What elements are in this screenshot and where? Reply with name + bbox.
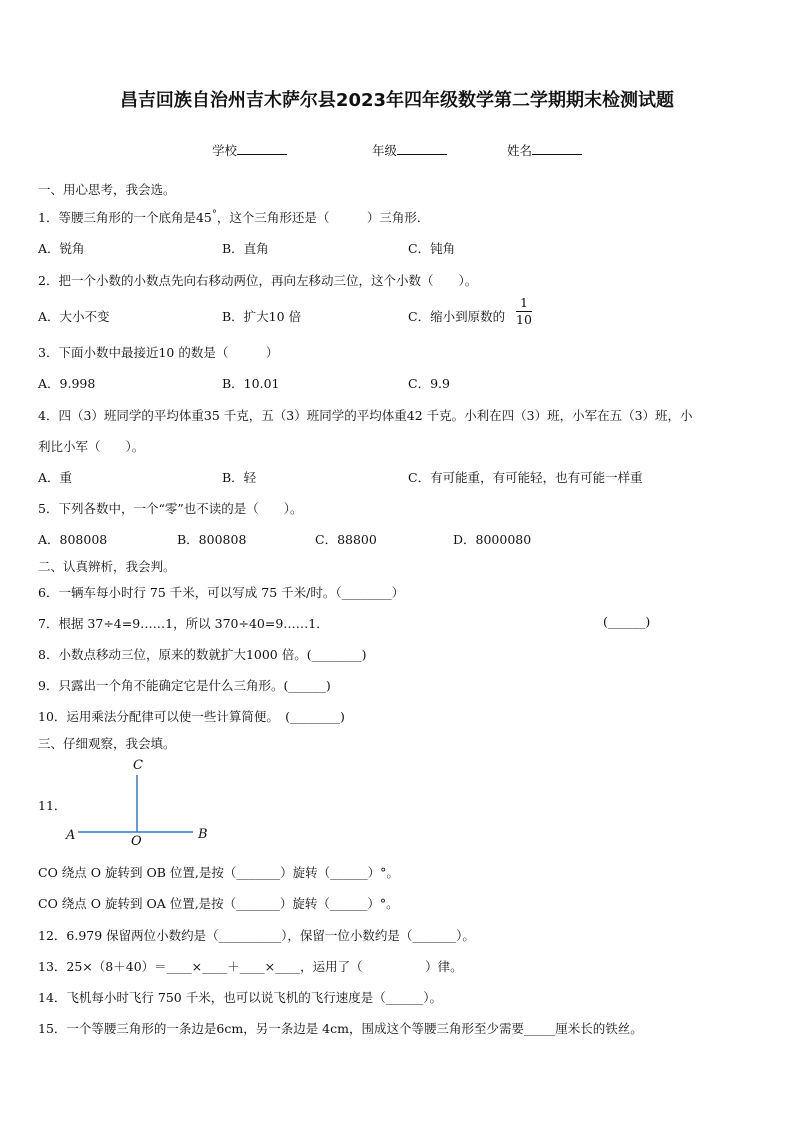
question-7: 7．根据 37÷4=9……1，所以 370÷40=9……1． [38, 616, 329, 631]
grade-label: 年级 [372, 143, 398, 158]
q1-option-c[interactable]: C．钝角 [408, 241, 456, 256]
question-4-line-1: 4．四（3）班同学的平均体重35 千克，五（3）班同学的平均体重42 千克。小利在四（3）班，小军在五（3）班，小 [38, 408, 693, 423]
question-9: 9．只露出一个角不能确定它是什么三角形。(______) [38, 678, 331, 693]
q4-option-b[interactable]: B．轻 [222, 470, 257, 485]
question-11-line-2: CO 绕点 O 旋转到 OA 位置,是按（_______）旋转（______）°。 [38, 896, 399, 911]
question-6: 6．一辆车每小时行 75 千米，可以写成 75 千米/时。（________） [38, 585, 405, 600]
q3-option-a[interactable]: A．9.998 [38, 376, 96, 391]
q5-option-c[interactable]: C．88800 [315, 532, 377, 547]
question-2: 2．把一个小数的小数点先向右移动两位，再向左移动三位，这个小数（ ）。 [38, 273, 478, 288]
question-1-stem-b: ，这个三角形还是（ ）三角形． [216, 210, 430, 225]
question-13: 13．25×（8＋40）＝____×____＋____×____，运用了（ ）律。 [38, 959, 463, 974]
question-7-answer-blank[interactable]: (______) [603, 614, 651, 629]
q1-option-a[interactable]: A．锐角 [38, 241, 85, 256]
fraction-denominator: 10 [516, 312, 532, 327]
q3-option-b[interactable]: B．10.01 [222, 376, 280, 391]
question-14: 14．飞机每小时飞行 750 千米，也可以说飞机的飞行速度是（______）。 [38, 990, 442, 1005]
q4-option-c[interactable]: C．有可能重，有可能轻，也有可能一样重 [408, 470, 643, 485]
page-title: 昌吉回族自治州吉木萨尔县2023年四年级数学第二学期期末检测试题 [119, 90, 675, 111]
q5-option-d[interactable]: D．8000080 [453, 532, 532, 547]
question-11-number: 11． [38, 798, 67, 813]
point-c-label: C [133, 758, 143, 773]
question-1-stem-a: 1．等腰三角形的一个底角是45 [38, 210, 212, 225]
q5-option-a[interactable]: A．808008 [38, 532, 108, 547]
name-field[interactable] [507, 141, 582, 159]
school-blank[interactable] [237, 142, 287, 155]
school-label: 学校 [212, 143, 238, 158]
section-1-heading: 一、用心思考，我会选。 [38, 182, 176, 197]
q5-option-b[interactable]: B．800808 [177, 532, 247, 547]
question-4-line-2: 利比小军（ ）。 [38, 439, 145, 454]
school-field[interactable] [212, 141, 287, 159]
question-5: 5．下列各数中，一个“零”也不读的是（ ）。 [38, 501, 303, 516]
question-8: 8．小数点移动三位，原来的数就扩大1000 倍。(________) [38, 647, 367, 662]
fraction-numerator: 1 [520, 295, 528, 310]
q2-option-c[interactable]: C．缩小到原数的 [408, 309, 506, 324]
question-12: 12．6.979 保留两位小数约是（__________），保留一位小数约是（_______）。 [38, 928, 475, 943]
q2-option-b[interactable]: B．扩大10 倍 [222, 309, 302, 324]
name-label: 姓名 [507, 143, 533, 158]
q1-option-b[interactable]: B．直角 [222, 241, 269, 256]
section-3-heading: 三、仔细观察，我会填。 [38, 736, 176, 751]
point-o-label: O [131, 834, 142, 849]
grade-blank[interactable] [397, 142, 447, 155]
q3-option-c[interactable]: C．9.9 [408, 376, 450, 391]
question-1 [38, 208, 429, 226]
question-15: 15．一个等腰三角形的一条边是6cm，另一条边是 4cm，围成这个等腰三角形至少需要_____厘米长的铁丝。 [38, 1021, 643, 1036]
name-blank[interactable] [532, 142, 582, 155]
question-3: 3．下面小数中最接近10 的数是（ ） [38, 345, 279, 360]
q4-option-a[interactable]: A．重 [38, 470, 73, 485]
question-11-line-1: CO 绕点 O 旋转到 OB 位置,是按（_______）旋转（______）°。 [38, 865, 399, 880]
section-2-heading: 二、认真辨析，我会判。 [38, 559, 176, 574]
q2-option-a[interactable]: A．大小不变 [38, 309, 110, 324]
q2-fraction [516, 296, 532, 327]
grade-field[interactable] [372, 141, 447, 159]
point-b-label: B [198, 827, 208, 842]
point-a-label: A [66, 828, 76, 843]
question-10: 10．运用乘法分配律可以使一些计算简便。 (________) [38, 709, 345, 724]
degree-symbol: ° [211, 208, 217, 220]
